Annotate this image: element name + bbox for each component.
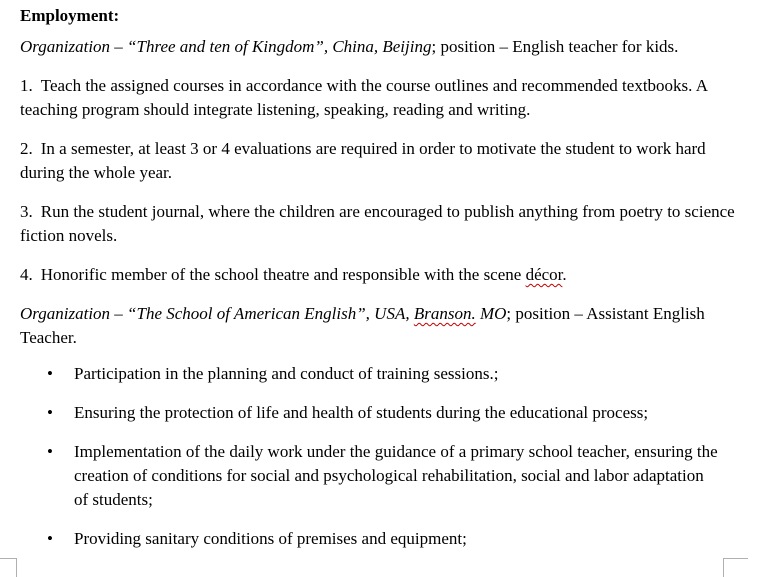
spellcheck-flagged-word[interactable]: décor bbox=[525, 265, 563, 284]
bullet-icon: • bbox=[47, 403, 53, 422]
duty-4 bbox=[20, 263, 740, 287]
document-page bbox=[20, 4, 740, 566]
org-2-position: ; position – Assistant English Teacher. bbox=[20, 304, 705, 347]
list-item-text: Providing sanitary conditions of premises and equipment; bbox=[74, 529, 467, 548]
bullet-icon: • bbox=[47, 442, 53, 461]
org-1-position: ; position – English teacher for kids. bbox=[431, 37, 679, 56]
duty-text: In a semester, at least 3 or 4 evaluations are required in order to motivate the student to work hard during the whole year. bbox=[20, 139, 706, 182]
duty-number: 1. bbox=[20, 76, 33, 95]
duty-text: Run the student journal, where the children are encouraged to publish anything from poetry to science fiction novels. bbox=[20, 202, 735, 245]
responsibilities-list bbox=[20, 362, 740, 551]
bullet-icon: • bbox=[47, 529, 53, 548]
bullet-icon: • bbox=[47, 364, 53, 383]
list-item bbox=[20, 401, 719, 425]
duty-1 bbox=[20, 74, 740, 122]
duty-number: 3. bbox=[20, 202, 33, 221]
page-margin-corner-right bbox=[723, 558, 748, 577]
org-1-name: Organization – “Three and ten of Kingdom”, China, Beijing bbox=[20, 37, 432, 56]
spellcheck-flagged-word[interactable]: Branson. bbox=[413, 304, 476, 323]
section-heading: Employment: bbox=[20, 6, 120, 25]
org-2-name-end: MO bbox=[475, 304, 507, 323]
list-item bbox=[20, 362, 719, 386]
duty-text-end: . bbox=[562, 265, 567, 284]
list-item-text: Ensuring the protection of life and health of students during the educational process; bbox=[74, 403, 649, 422]
org-2-name-start: Organization – “The School of American English”, USA, bbox=[20, 304, 414, 323]
duty-text: Honorific member of the school theatre and responsible with the scene bbox=[40, 265, 526, 284]
duty-2 bbox=[20, 137, 740, 185]
list-item bbox=[20, 527, 719, 551]
duty-text: Teach the assigned courses in accordance with the course outlines and recommended textbooks. A teaching program should integrate listening, speaking, reading and writing. bbox=[20, 76, 708, 119]
duty-3 bbox=[20, 200, 740, 248]
list-item-text: Implementation of the daily work under the guidance of a primary school teacher, ensuring the creation of conditions for social and psychological rehabilitation, social and labor adaptation of students; bbox=[74, 442, 718, 509]
page-margin-corner-left bbox=[0, 558, 17, 577]
org-2-line bbox=[20, 302, 740, 350]
list-item bbox=[20, 440, 719, 512]
org-1-line bbox=[20, 35, 740, 59]
duty-number: 2. bbox=[20, 139, 33, 158]
duty-number: 4. bbox=[20, 265, 33, 284]
list-item-text: Participation in the planning and conduct of training sessions.; bbox=[74, 364, 499, 383]
